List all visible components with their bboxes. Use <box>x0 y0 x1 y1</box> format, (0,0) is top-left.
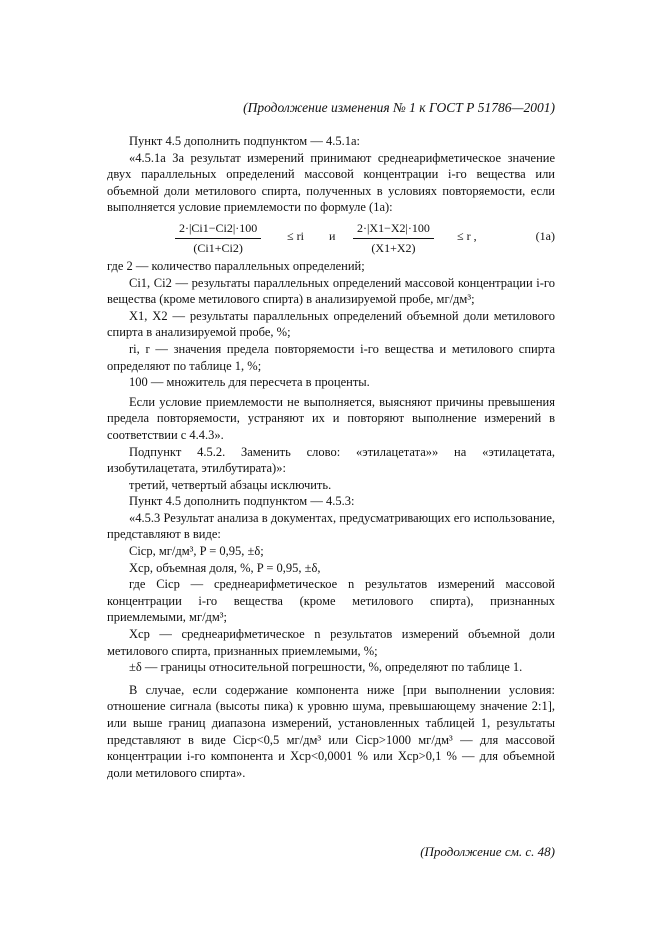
paragraph: Если условие приемлемости не выполняется, выясняют причины превышения предела повторяемости, устраняют их и повторяют выполнение измерений в соответствии с 4.4.3». <box>107 394 555 442</box>
paragraph: Пункт 4.5 дополнить подпунктом — 4.5.1а: <box>129 134 360 148</box>
paragraph: 100 — множитель для пересчета в проценты. <box>129 375 370 390</box>
paragraph: третий, четвертый абзацы исключить. <box>129 477 332 492</box>
continuation-footer: (Продолжение см. с. 48) <box>420 844 555 859</box>
formula-left-denominator: (Ci1+Ci2) <box>193 240 243 255</box>
paragraph: Ci1, Ci2 — результаты параллельных определений массовой концентрации i-го вещества (кроме метилового спирта) в анализируемой пробе, мг/дм³; <box>107 275 555 307</box>
paragraph: X1, X2 — результаты параллельных определений объемной доли метилового спирта в анализируемой пробе, %; <box>107 308 555 340</box>
document-body <box>107 133 555 781</box>
paragraph: Xср, объемная доля, %, P = 0,95, ±δ, <box>129 560 321 575</box>
paragraph: Ciср, мг/дм³, P = 0,95, ±δ; <box>129 544 264 559</box>
paragraph: «4.5.3 Результат анализа в документах, предусматривающих его использование, представляют в виде: <box>107 510 555 542</box>
equation-number: (1а) <box>535 228 555 243</box>
continuation-header: (Продолжение изменения № 1 к ГОСТ Р 51786—2001) <box>243 100 555 115</box>
paragraph: В случае, если содержание компонента ниже [при выполнении условия: отношение сигнала (высоты пика) к уровню шума, превышающему значение 2:1], или выше границ диапазона измерений, установленных таблицей 1, результаты представляют в виде Ciср<0,5 мг/дм³ или Ciср>1000 мг/дм³ — для массовой концентрации i-го компонента и Xср<0,0001 % или Xср>0,1 % — для объемной доли метилового спирта». <box>107 682 555 780</box>
formula-right-numerator: 2·|X1−X2|·100 <box>353 220 434 239</box>
paragraph: где 2 — количество параллельных определений; <box>107 258 365 273</box>
paragraph: где Ciср — среднеарифметическое n результатов измерений массовой концентрации i-го вещества (кроме метилового спирта), признанных приемлемыми, мг/дм³; <box>107 577 555 625</box>
formula-left-numerator: 2·|Ci1−Ci2|·100 <box>175 220 261 239</box>
paragraph: ±δ — границы относительной погрешности, %, определяют по таблице 1. <box>129 660 523 675</box>
formula-right-relation: ≤ r , <box>457 228 477 243</box>
formula-left-fraction <box>175 220 261 256</box>
formula-1a <box>107 220 555 256</box>
formula-conjunction: и <box>329 228 336 243</box>
paragraph: Подпункт 4.5.2. Заменить слово: «этилацетата»» на «этилацетата, изобутилацетата, этилбутирата)»: <box>107 444 555 476</box>
paragraph: Пункт 4.5 дополнить подпунктом — 4.5.3: <box>129 494 355 509</box>
paragraph: «4.5.1а За результат измерений принимают среднеарифметическое значение двух параллельных определений массовой концентрации i-го вещества или объемной доли метилового спирта, полученных в условиях повторяемости, если выполняется условие приемлемости по формуле (1а): <box>107 150 555 215</box>
formula-left-relation: ≤ ri <box>287 228 304 243</box>
formula-right-fraction <box>353 220 434 256</box>
paragraph: Xср — среднеарифметическое n результатов измерений объемной доли метилового спирта, признанных приемлемыми, %; <box>107 627 555 658</box>
formula-right-denominator: (X1+X2) <box>371 240 416 255</box>
paragraph: ri, r — значения предела повторяемости i-го вещества и метилового спирта определяют по таблице 1, %; <box>107 341 555 373</box>
